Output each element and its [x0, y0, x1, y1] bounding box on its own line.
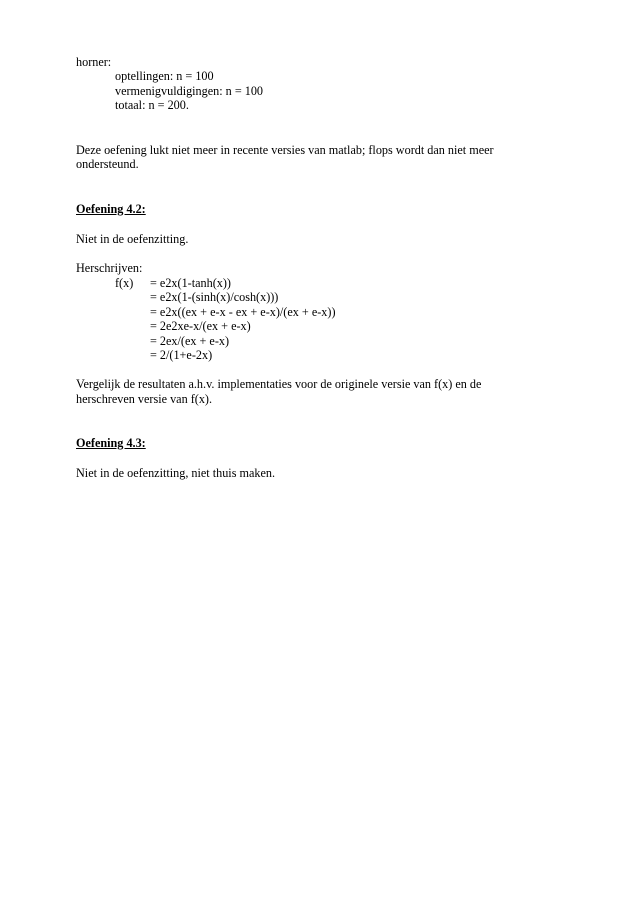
exercise-4-2-intro: Niet in de oefenzitting. [76, 232, 189, 246]
exercise-4-3-text: Niet in de oefenzitting, niet thuis maken. [76, 466, 276, 480]
equation-line-2: = e2x(1-(sinh(x)/cosh(x))) [150, 290, 279, 304]
note-line-1: Deze oefening lukt niet meer in recente versies van matlab; flops wordt dan niet meer [76, 143, 494, 157]
horner-line-multiplications: vermenigvuldigingen: n = 100 [115, 84, 264, 98]
equation-line-6: = 2/(1+e-2x) [150, 348, 213, 362]
equation-line-5: = 2ex/(ex + e-x) [150, 334, 230, 348]
note-line-2: ondersteund. [76, 157, 139, 171]
equation-line-3: = e2x((ex + e-x - ex + e-x)/(ex + e-x)) [150, 305, 336, 319]
rewrite-label: Herschrijven: [76, 261, 143, 275]
horner-line-total: totaal: n = 200. [115, 98, 189, 112]
horner-label: horner: [76, 55, 112, 69]
compare-line-2: herschreven versie van f(x). [76, 392, 213, 406]
equation-line-1: = e2x(1-tanh(x)) [150, 276, 231, 290]
exercise-4-3-heading: Oefening 4.3: [76, 436, 146, 450]
horner-line-additions: optellingen: n = 100 [115, 69, 214, 83]
function-fx-label: f(x) [115, 276, 134, 290]
equation-line-4: = 2e2xe-x/(ex + e-x) [150, 319, 251, 333]
exercise-4-2-heading: Oefening 4.2: [76, 202, 146, 216]
compare-line-1: Vergelijk de resultaten a.h.v. implementaties voor de originele versie van f(x) en de [76, 377, 482, 391]
